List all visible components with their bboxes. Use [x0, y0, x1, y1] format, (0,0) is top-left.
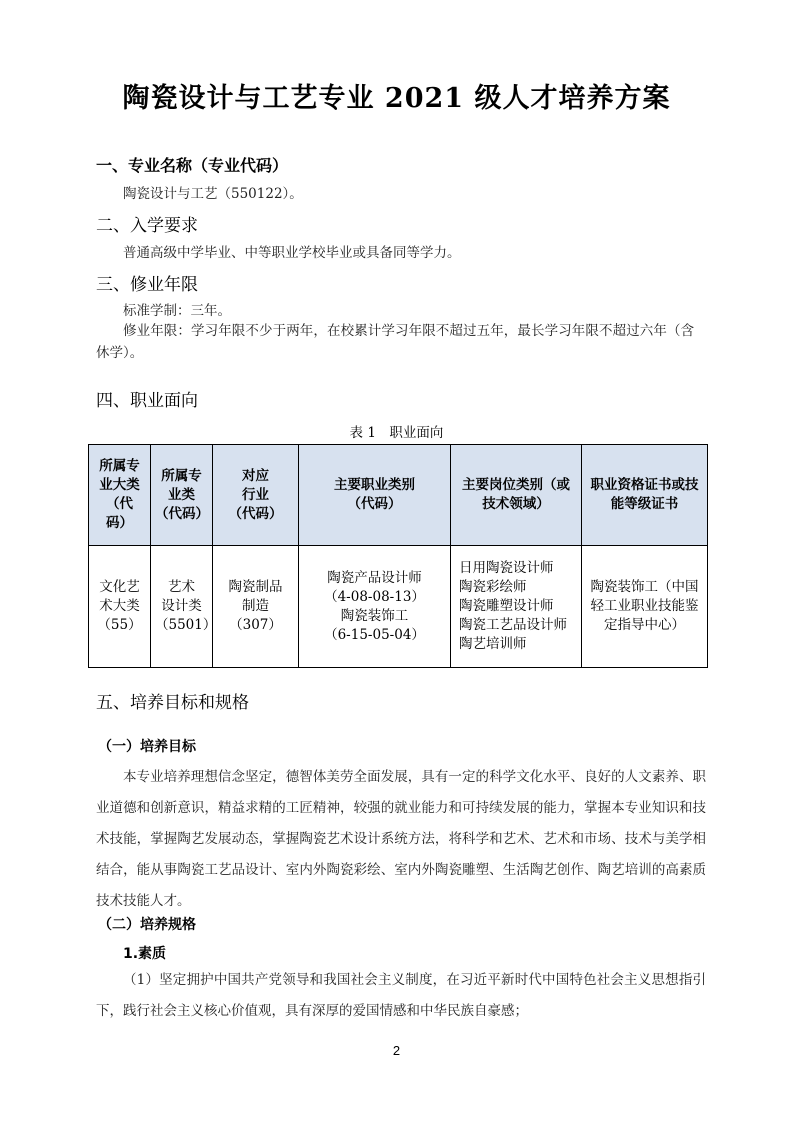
quality-paragraph: （1）坚定拥护中国共产党领导和我国社会主义制度，在习近平新时代中国特色社会主义思想指引下，践行社会主义核心价值观，具有深厚的爱国情感和中华民族自豪感； — [96, 972, 706, 1019]
section-3-line2: 修业年限：学习年限不少于两年，在校累计学习年限不超过五年，最长学习年限不超过六年（含 — [123, 323, 695, 339]
section-3-line1: 标准学制：三年。 — [123, 303, 231, 319]
table-cell: 文化艺 术大类 （55） — [89, 546, 151, 668]
section-2-heading: 二、入学要求 — [96, 216, 198, 236]
subsection-heading-goal: （一）培养目标 — [98, 739, 196, 755]
section-1-heading: 一、专业名称（专业代码） — [96, 156, 289, 175]
header-cell: 职业资格证书或技 能等级证书 — [582, 445, 708, 546]
header-cell: 主要岗位类别（或 技术领域） — [451, 445, 582, 546]
subsection-heading-spec: （二）培养规格 — [98, 917, 196, 933]
career-table — [88, 444, 708, 668]
document-title: 陶瓷设计与工艺专业 2021 级人才培养方案 — [122, 83, 671, 114]
header-cell: 所属专 业大类 （代 码） — [89, 445, 151, 546]
section-4-heading: 四、职业面向 — [96, 391, 198, 411]
table-cell: 陶瓷制品 制造 （307） — [213, 546, 299, 668]
page-number: 2 — [392, 1043, 401, 1058]
table-header-row — [89, 445, 708, 546]
section-1-text: 陶瓷设计与工艺（550122）。 — [123, 186, 303, 202]
goal-paragraph: 本专业培养理想信念坚定，德智体美劳全面发展，具有一定的科学文化水平、良好的人文素养、职业道德和创新意识，精益求精的工匠精神，较强的就业能力和可持续发展的能力，掌握本专业知识和技术技能，掌握陶艺发展动态，掌握陶瓷艺术设计系统方法，将科学和艺术、艺术和市场、技术与美学相结合，能从事陶瓷工艺品设计、室内外陶瓷彩绘、室内外陶瓷雕塑、生活陶艺创作、陶艺培训的高素质技术技能人才。 — [96, 769, 706, 909]
section-3-line3: 休学）。 — [96, 345, 144, 361]
table-caption: 表 1 职业面向 — [349, 425, 444, 441]
header-cell: 主要职业类别 （代码） — [299, 445, 451, 546]
section-5-heading: 五、培养目标和规格 — [96, 693, 249, 713]
section-3-heading: 三、修业年限 — [96, 275, 198, 295]
subsection-heading-quality: 1.素质 — [123, 946, 167, 962]
table-cell: 陶瓷产品设计师 （4-08-08-13） 陶瓷装饰工 （6-15-05-04） — [299, 546, 451, 668]
table-row — [89, 546, 708, 668]
table-cell: 艺术 设计类 （5501） — [151, 546, 213, 668]
table-cell: 陶瓷装饰工（中国 轻工业职业技能鉴 定指导中心） — [582, 546, 708, 668]
section-2-text: 普通高级中学毕业、中等职业学校毕业或具备同等学力。 — [123, 245, 461, 261]
header-cell: 对应 行业 （代码） — [213, 445, 299, 546]
header-cell: 所属专 业类 （代码） — [151, 445, 213, 546]
table-cell: 日用陶瓷设计师 陶瓷彩绘师 陶瓷雕塑设计师 陶瓷工艺品设计师 陶艺培训师 — [451, 546, 582, 668]
